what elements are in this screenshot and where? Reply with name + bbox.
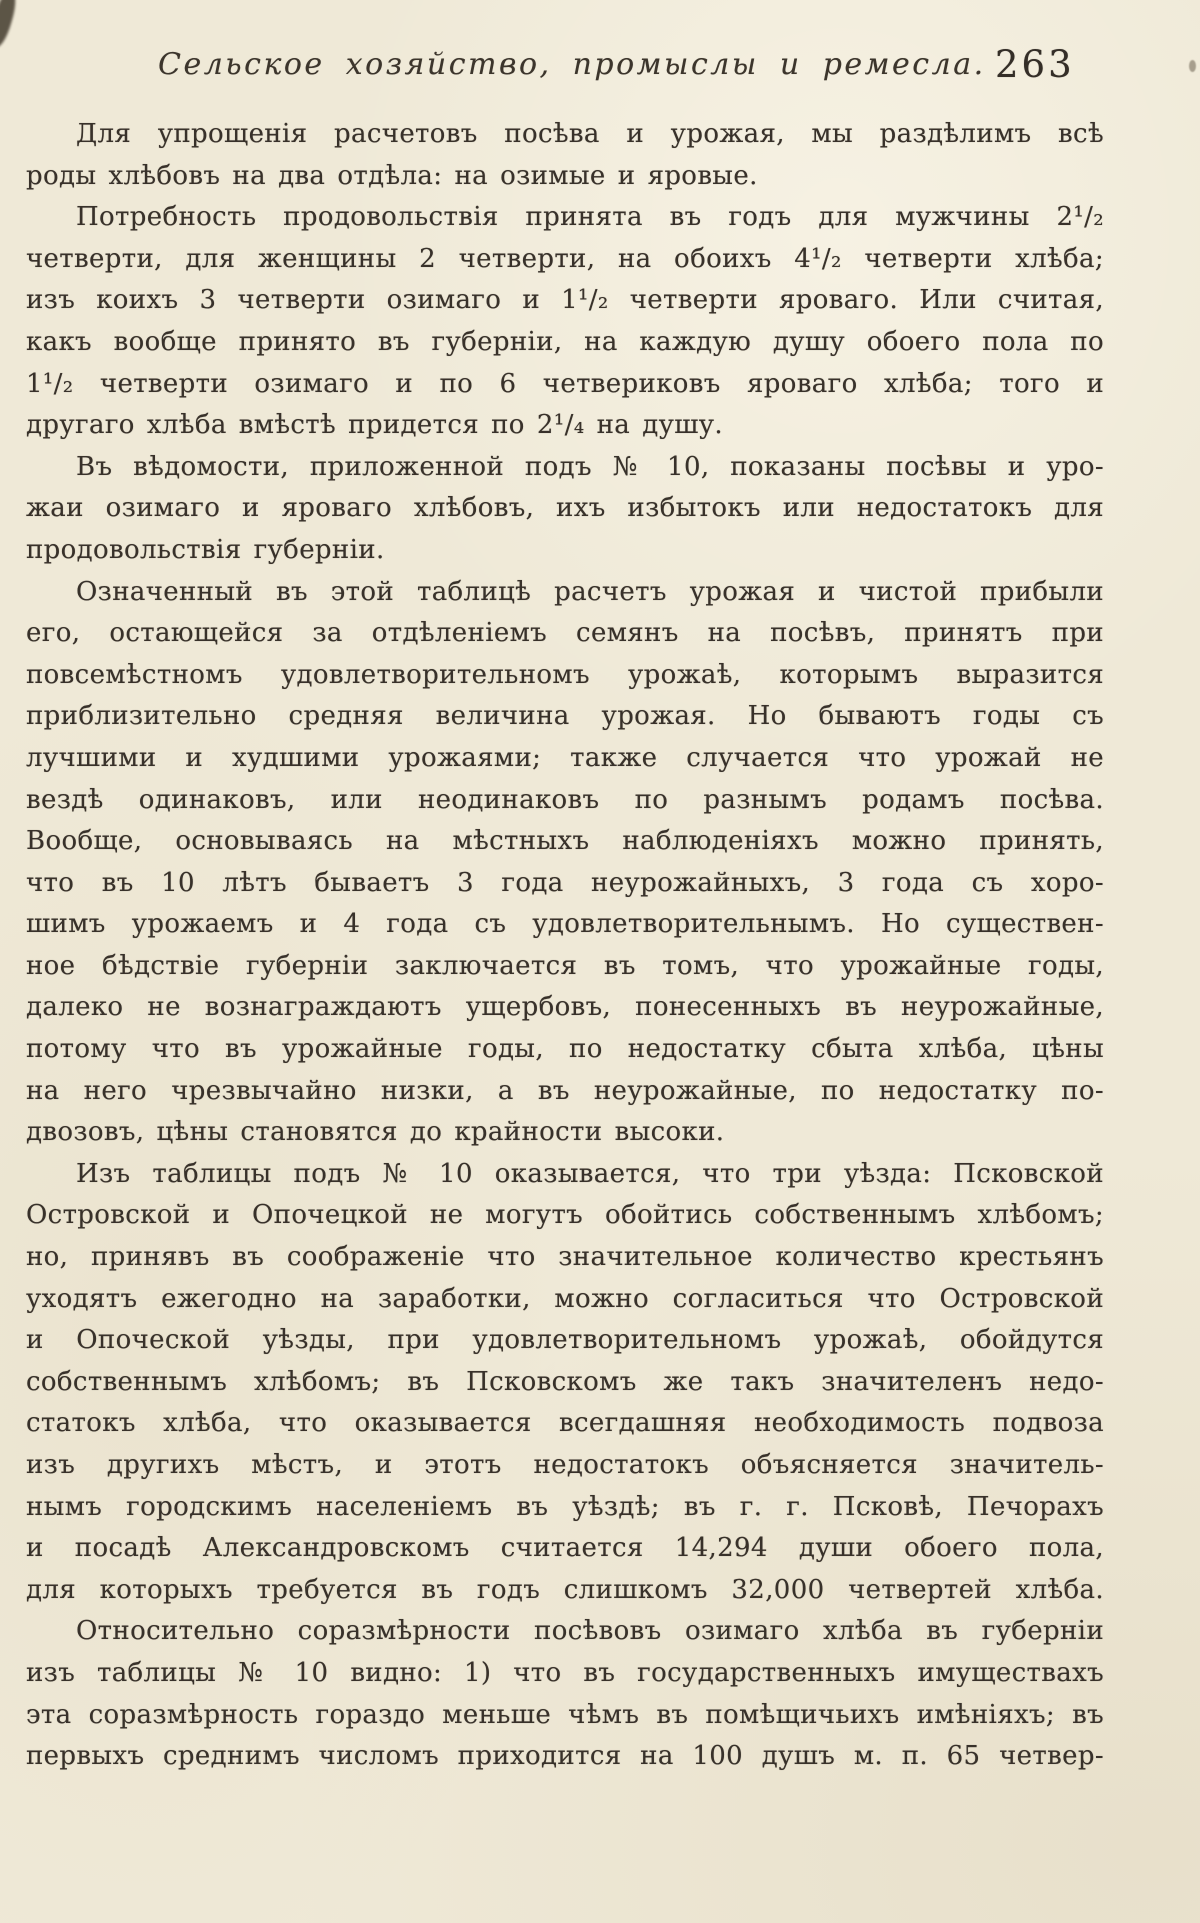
text-line: какъ вообще принято въ губерніи, на каждую душу обоего пола по: [26, 326, 1104, 357]
text-line: лучшими и худшими урожаями; также случается что урожай не: [26, 742, 1104, 773]
text-line: изъ коихъ 3 четверти озимаго и 1¹/₂ четверти яроваго. Или считая,: [26, 285, 1104, 316]
text-line: его, остающейся за отдѣленіемъ семянъ на посѣвъ, принятъ при: [26, 618, 1104, 649]
text-line: изъ таблицы № 10 видно: 1) что въ государственныхъ имуществахъ: [26, 1657, 1104, 1688]
text-line: повсемѣстномъ удовлетворительномъ урожаѣ, которымъ выразится: [26, 659, 1104, 690]
text-line: роды хлѣбовъ на два отдѣла: на озимые и яровые.: [26, 160, 758, 191]
text-block: [26, 114, 1104, 1778]
text-line: четверти, для женщины 2 четверти, на обоихъ 4¹/₂ четверти хлѣба;: [26, 243, 1104, 274]
scan-edge-artifact: [0, 0, 20, 49]
ink-speck: [1189, 60, 1196, 72]
text-line: Вообще, основываясь на мѣстныхъ наблюденіяхъ можно принять,: [26, 826, 1104, 857]
text-line: вездѣ одинаковъ, или неодинаковъ по разнымъ родамъ посѣва.: [26, 784, 1104, 815]
text-line: Потребность продовольствія принята въ годъ для мужчины 2¹/₂: [76, 202, 1104, 233]
text-line: первыхъ среднимъ числомъ приходится на 100 душъ м. п. 65 четвер-: [26, 1741, 1104, 1772]
text-line: двозовъ, цѣны становятся до крайности высоки.: [26, 1117, 725, 1148]
text-line: эта соразмѣрность гораздо меньше чѣмъ въ помѣщичьихъ имѣніяхъ; въ: [26, 1699, 1104, 1730]
text-line: и посадѣ Александровскомъ считается 14,294 души обоего пола,: [26, 1533, 1104, 1564]
text-line: собственнымъ хлѣбомъ; въ Псковскомъ же такъ значителенъ недо-: [26, 1366, 1104, 1397]
paragraph: [26, 197, 1104, 447]
text-line: продовольствія губерніи.: [26, 534, 385, 565]
paragraph: [26, 1611, 1104, 1777]
paragraph: [26, 1154, 1104, 1612]
text-line: шимъ урожаемъ и 4 года съ удовлетворительнымъ. Но существен-: [26, 909, 1104, 940]
text-line: для которыхъ требуется въ годъ слишкомъ 32,000 четвертей хлѣба.: [26, 1574, 1104, 1605]
text-line: жаи озимаго и яроваго хлѣбовъ, ихъ избытокъ или недостатокъ для: [26, 493, 1104, 524]
text-line: другаго хлѣба вмѣстѣ придется по 2¹/₄ на душу.: [26, 410, 724, 441]
text-line: приблизительно средняя величина урожая. Но бываютъ годы съ: [26, 701, 1104, 732]
text-line: статокъ хлѣба, что оказывается всегдашняя необходимость подвоза: [26, 1408, 1104, 1439]
text-line: уходятъ ежегодно на заработки, можно согласиться что Островской: [26, 1283, 1104, 1314]
text-line: Въ вѣдомости, приложенной подъ № 10, показаны посѣвы и уро-: [76, 451, 1104, 482]
running-title: Сельское хозяйство, промыслы и ремесла.: [158, 47, 986, 82]
text-line: что въ 10 лѣтъ бываетъ 3 года неурожайныхъ, 3 года съ хоро-: [26, 867, 1104, 898]
text-line: 1¹/₂ четверти озимаго и по 6 четвериковъ яроваго хлѣба; того и: [26, 368, 1104, 399]
text-line: Для упрощенія расчетовъ посѣва и урожая, мы раздѣлимъ всѣ: [76, 119, 1104, 149]
paragraph: [26, 114, 1104, 197]
text-line: на него чрезвычайно низки, а въ неурожайные, по недостатку по-: [26, 1075, 1104, 1106]
text-line: но, принявъ въ соображеніе что значительное количество крестьянъ: [26, 1242, 1104, 1273]
text-line: Относительно соразмѣрности посѣвовъ озимаго хлѣба въ губерніи: [76, 1616, 1104, 1647]
text-line: Изъ таблицы подъ № 10 оказывается, что три уѣзда: Псковской: [76, 1158, 1104, 1189]
page-number: 263: [995, 43, 1075, 86]
text-line: ное бѣдствіе губерніи заключается въ томъ, что урожайные годы,: [26, 950, 1104, 981]
text-line: потому что въ урожайные годы, по недостатку сбыта хлѣба, цѣны: [26, 1034, 1104, 1065]
paragraph: [26, 447, 1104, 572]
text-line: Островской и Опочецкой не могутъ обойтись собственнымъ хлѣбомъ;: [26, 1200, 1104, 1231]
text-line: и Опоческой уѣзды, при удовлетворительномъ урожаѣ, обойдутся: [26, 1325, 1104, 1356]
paragraph: [26, 572, 1104, 1154]
text-line: далеко не вознаграждаютъ ущербовъ, понесенныхъ въ неурожайные,: [26, 992, 1104, 1023]
text-line: Означенный въ этой таблицѣ расчетъ урожая и чистой прибыли: [76, 576, 1104, 607]
text-line: изъ другихъ мѣстъ, и этотъ недостатокъ объясняется значитель-: [26, 1450, 1104, 1480]
text-line: нымъ городскимъ населеніемъ въ уѣздѣ; въ г. г. Псковѣ, Печорахъ: [26, 1491, 1104, 1522]
